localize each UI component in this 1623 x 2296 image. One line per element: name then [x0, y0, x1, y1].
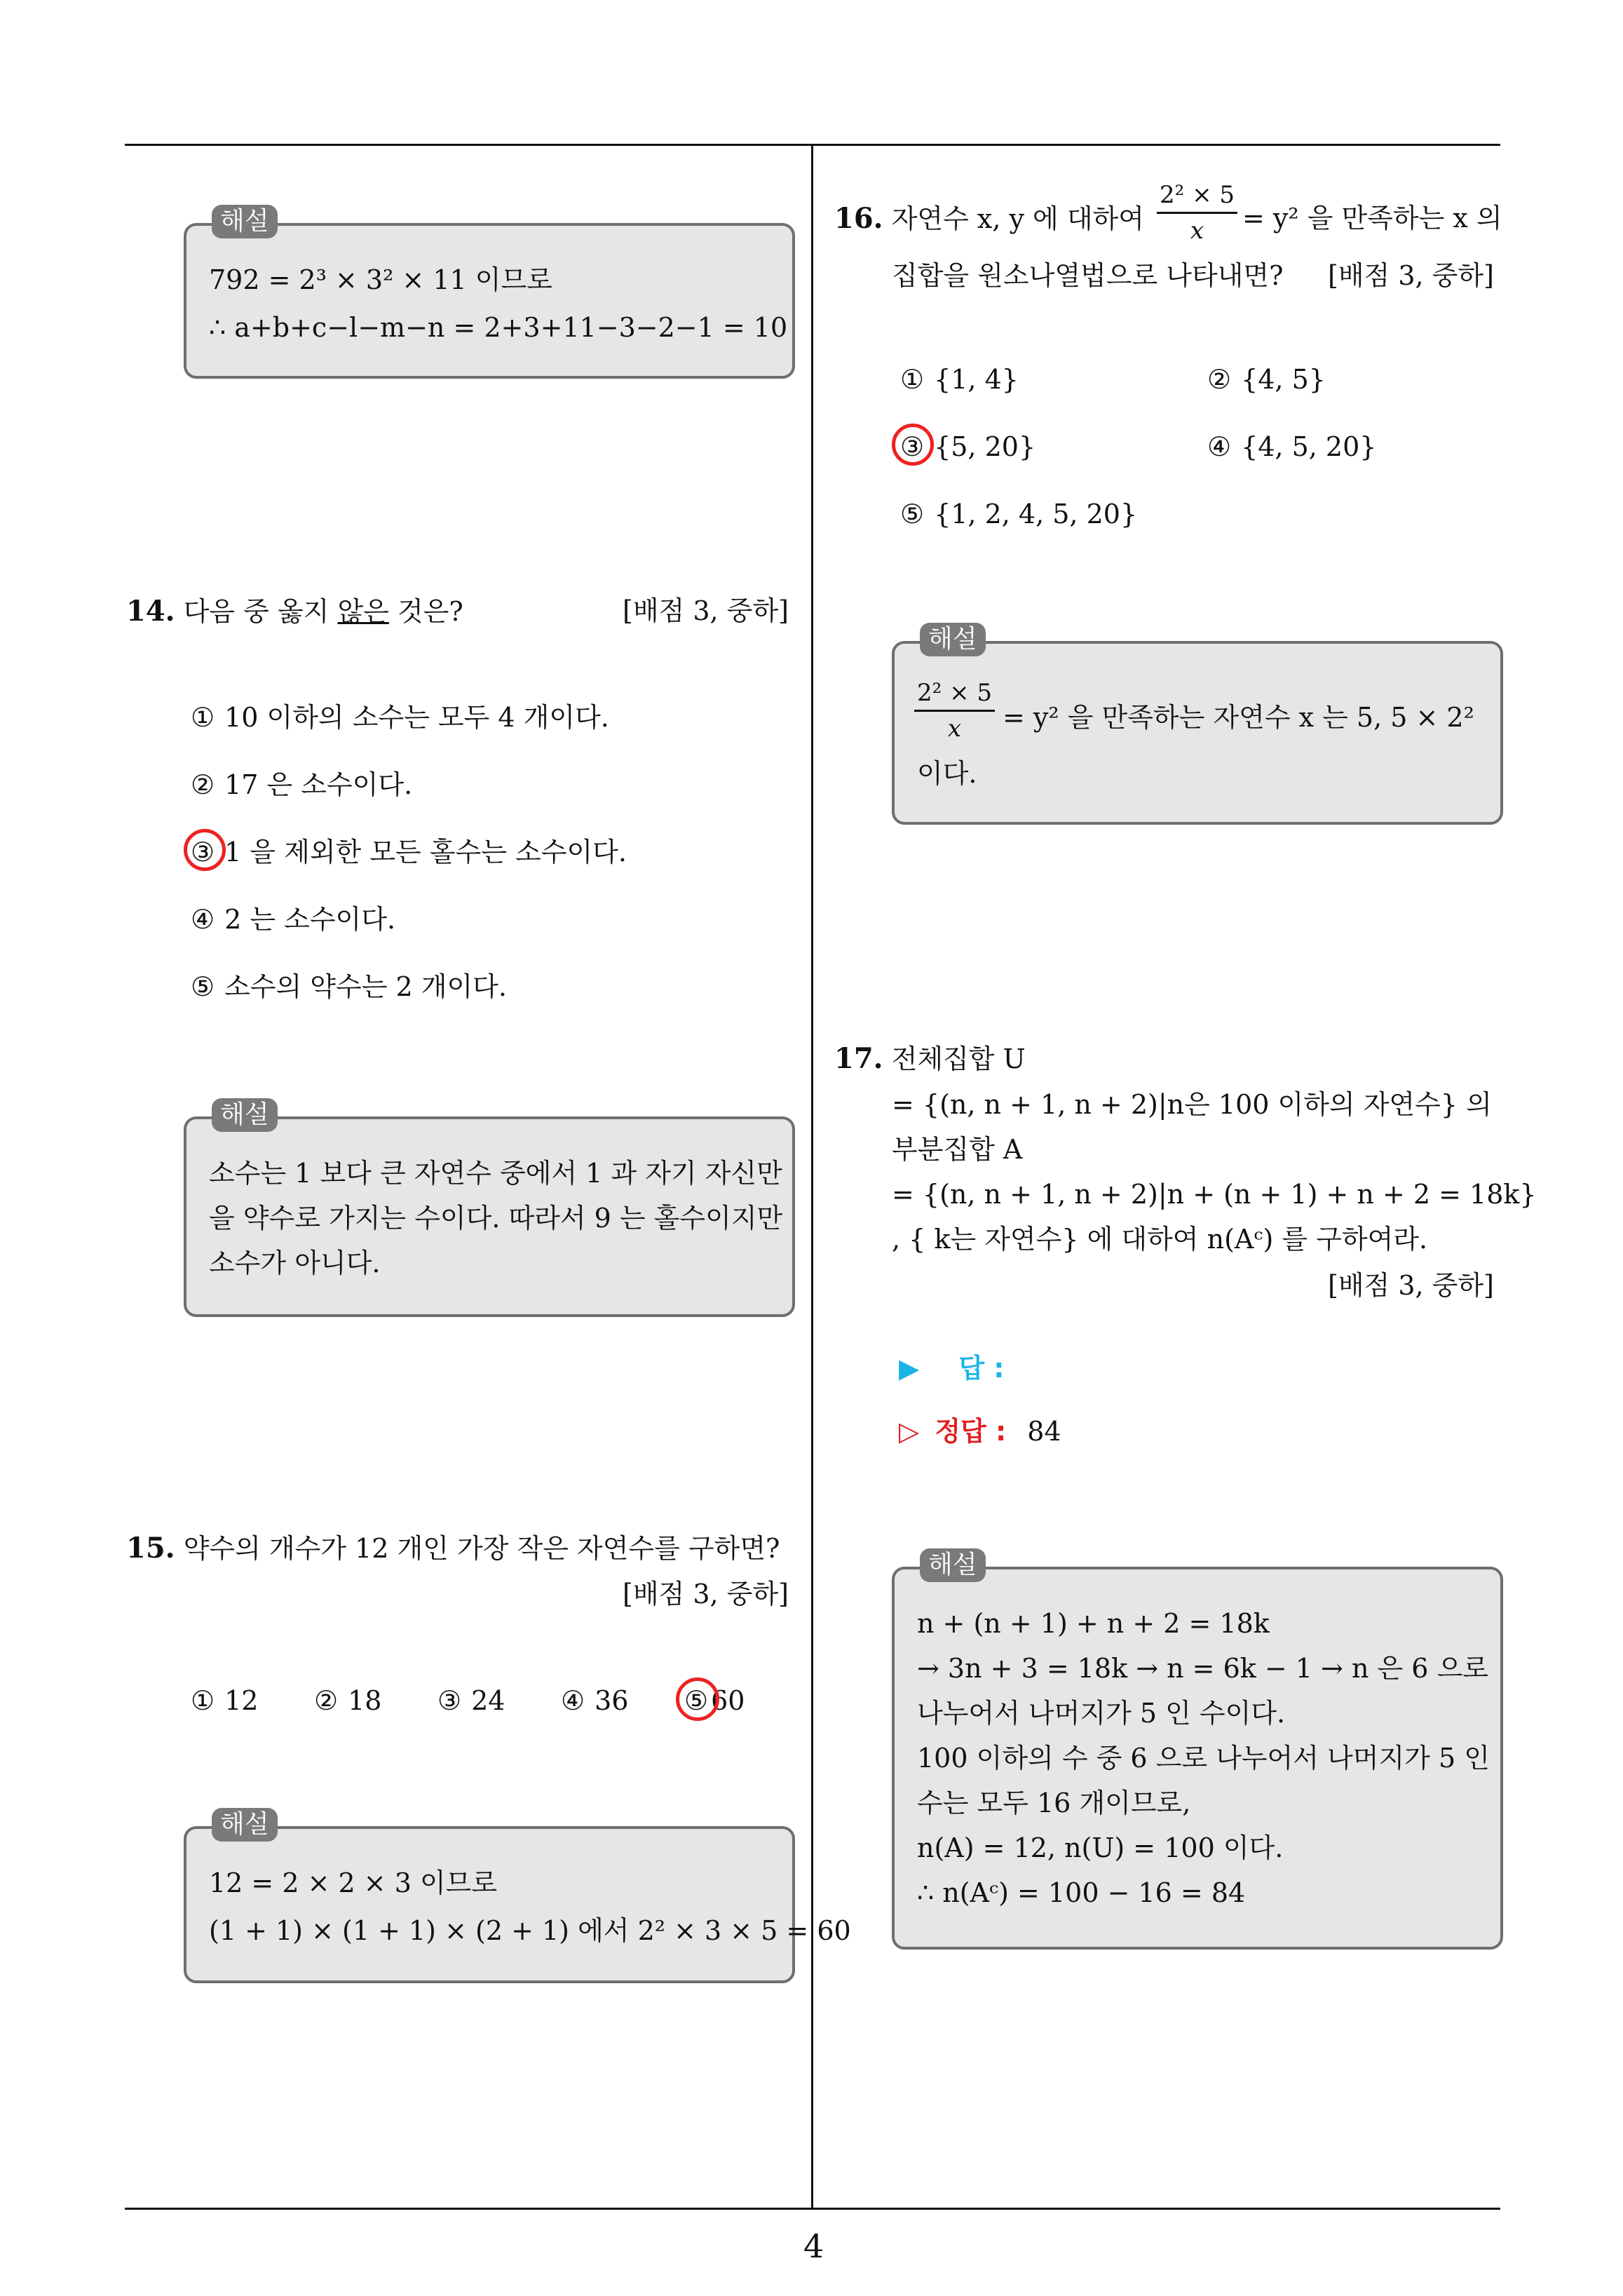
choice-text: {4, 5} — [1241, 364, 1326, 395]
question-number: 14. — [126, 595, 175, 628]
choice-2[interactable] — [191, 771, 412, 798]
choice-text: {1, 2, 4, 5, 20} — [934, 499, 1138, 529]
question-text: 집합을 원소나열법으로 나타내면? — [892, 260, 1284, 291]
fraction-denominator: x — [947, 715, 962, 743]
question-17-header — [834, 1042, 1026, 1075]
solution-line: 12 = 2 × 2 × 3 이므로 — [209, 1868, 498, 1898]
solution-tag: 해설 — [920, 623, 986, 656]
correct-value: 84 — [1027, 1416, 1061, 1447]
answer-circle-mark — [676, 1677, 719, 1721]
choice-mark: ⑤ — [900, 499, 925, 529]
solution-tag: 해설 — [212, 1808, 278, 1842]
choice-mark: ① — [191, 702, 215, 733]
choice-text: 1 을 제외한 모든 홀수는 소수이다. — [224, 837, 627, 867]
choice-text: 24 — [471, 1685, 505, 1716]
question-text: = {(n, n + 1, n + 2)|n + (n + 1) + n + 2 = 18k} — [892, 1179, 1537, 1210]
choice-4[interactable] — [191, 906, 395, 933]
choice-mark: ⑤ — [191, 971, 215, 1002]
solution-line: 을 약수로 가지는 수이다. 따라서 9 는 홀수이지만 — [209, 1203, 783, 1234]
choice-mark: ④ — [561, 1685, 585, 1716]
grade-label: [배점 3, 중하] — [623, 595, 789, 626]
fraction-numerator: 2² × 5 — [1157, 181, 1237, 214]
question-text: 것은? — [388, 596, 463, 627]
answer-label: 답 : — [958, 1353, 1005, 1384]
solution-tag: 해설 — [212, 205, 278, 238]
answer-circle-mark — [184, 829, 226, 871]
page-number: 4 — [803, 2227, 824, 2265]
choice-mark: ① — [191, 1685, 215, 1716]
choice-5[interactable] — [191, 973, 507, 1000]
choice-text: 2 는 소수이다. — [224, 904, 396, 935]
solution-box-q17 — [892, 1567, 1503, 1950]
question-14-header — [126, 597, 463, 626]
choice-mark: ② — [191, 769, 215, 800]
question-text: 자연수 x, y 에 대하여 — [891, 203, 1144, 234]
solution-line: → 3n + 3 = 18k → n = 6k − 1 → n 은 6 으로 — [917, 1653, 1488, 1684]
solution-line: n + (n + 1) + n + 2 = 18k — [917, 1608, 1270, 1639]
choice-mark: ① — [900, 364, 925, 395]
question-fraction — [1157, 181, 1237, 245]
solution-tag: 해설 — [212, 1098, 278, 1132]
choice-text: 12 — [224, 1685, 259, 1716]
solution-line: 수는 모두 16 개이므로, — [917, 1788, 1191, 1818]
choice-mark: ③ — [191, 837, 215, 867]
choice-mark: ③ — [900, 431, 925, 462]
question-text-underlined: 않은 — [337, 596, 389, 627]
correct-answer-row — [899, 1418, 1061, 1445]
question-text: = y² 을 만족하는 x 의 — [1242, 203, 1502, 234]
choice-5[interactable] — [900, 501, 1137, 527]
question-number: 17. — [834, 1042, 883, 1075]
choice-text: {5, 20} — [934, 431, 1036, 462]
choice-mark: ③ — [437, 1685, 462, 1716]
choice-text: 17 은 소수이다. — [224, 769, 413, 800]
question-number: 16. — [834, 202, 883, 235]
choice-4[interactable] — [1207, 433, 1376, 460]
choice-2[interactable] — [314, 1687, 381, 1714]
solution-line: 이다. — [917, 758, 977, 789]
choice-mark: ② — [1207, 364, 1232, 395]
solution-line: 792 = 2³ × 3² × 11 이므로 — [209, 264, 552, 295]
question-text: 다음 중 옳지 — [183, 596, 338, 627]
choice-1[interactable] — [900, 366, 1019, 393]
question-text: 전체집합 U — [891, 1044, 1026, 1074]
solution-tag: 해설 — [920, 1548, 986, 1582]
grade-label: [배점 3, 중하] — [1328, 1270, 1494, 1301]
choice-text: 36 — [595, 1685, 629, 1716]
grade-label: [배점 3, 중하] — [623, 1579, 789, 1609]
choice-text: 60 — [711, 1685, 745, 1716]
solution-box-q13 — [184, 223, 795, 379]
question-16-header — [834, 202, 1144, 235]
solution-line: 소수가 아니다. — [209, 1248, 381, 1278]
choice-3[interactable] — [191, 839, 627, 865]
hollow-arrow-icon: ▷ — [899, 1416, 920, 1447]
solution-fraction — [914, 679, 995, 743]
choice-mark: ④ — [1207, 431, 1232, 462]
choice-text: {4, 5, 20} — [1241, 431, 1377, 462]
solution-line: (1 + 1) × (1 + 1) × (2 + 1) 에서 2² × 3 × 5 = 60 — [209, 1915, 851, 1946]
question-text: 약수의 개수가 12 개인 가장 작은 자연수를 구하면? — [183, 1533, 780, 1564]
choice-3[interactable] — [437, 1687, 505, 1714]
choice-text: 18 — [348, 1685, 382, 1716]
solution-box-q15 — [184, 1826, 851, 1983]
question-number: 15. — [126, 1532, 175, 1565]
solution-line: n(A) = 12, n(U) = 100 이다. — [917, 1832, 1284, 1863]
bottom-rule — [125, 2208, 1500, 2210]
choice-mark: ② — [314, 1685, 339, 1716]
choice-1[interactable] — [191, 704, 609, 731]
answer-row — [899, 1355, 1004, 1382]
question-text: , { k는 자연수} 에 대하여 n(Aᶜ) 를 구하여라. — [892, 1224, 1428, 1255]
column-divider — [811, 144, 813, 2209]
choice-2[interactable] — [1207, 366, 1326, 393]
question-text: = {(n, n + 1, n + 2)|n은 100 이하의 자연수} 의 — [892, 1089, 1492, 1120]
answer-circle-mark — [892, 424, 934, 466]
choice-4[interactable] — [561, 1687, 628, 1714]
fraction-denominator: x — [1190, 217, 1204, 245]
play-arrow-icon: ▶ — [899, 1353, 920, 1384]
choice-text: 10 이하의 소수는 모두 4 개이다. — [224, 702, 609, 733]
solution-line: 소수는 1 보다 큰 자연수 중에서 1 과 자기 자신만 — [209, 1158, 782, 1189]
solution-line: ∴ a+b+c−l−m−n = 2+3+11−3−2−1 = 10 — [209, 312, 788, 343]
grade-label: [배점 3, 중하] — [1328, 260, 1494, 291]
solution-line: ∴ n(Aᶜ) = 100 − 16 = 84 — [917, 1877, 1246, 1908]
solution-box-q14 — [184, 1116, 795, 1317]
choice-1[interactable] — [191, 1687, 258, 1714]
choice-mark: ⑤ — [684, 1685, 709, 1716]
question-text: 부분집합 A — [892, 1134, 1023, 1165]
solution-line: 나누어서 나머지가 5 인 수이다. — [917, 1698, 1286, 1729]
solution-box-q16 — [892, 641, 1503, 825]
question-15-header — [126, 1532, 780, 1565]
solution-line: 100 이하의 수 중 6 으로 나누어서 나머지가 5 인 — [917, 1743, 1490, 1774]
choice-text: {1, 4} — [934, 364, 1019, 395]
choice-mark: ④ — [191, 904, 215, 935]
fraction-numerator: 2² × 5 — [914, 679, 995, 712]
choice-text: 소수의 약수는 2 개이다. — [224, 971, 507, 1002]
correct-label: 정답 : — [935, 1416, 1007, 1447]
solution-line: = y² 을 만족하는 자연수 x 는 5, 5 × 2² — [1003, 702, 1474, 733]
